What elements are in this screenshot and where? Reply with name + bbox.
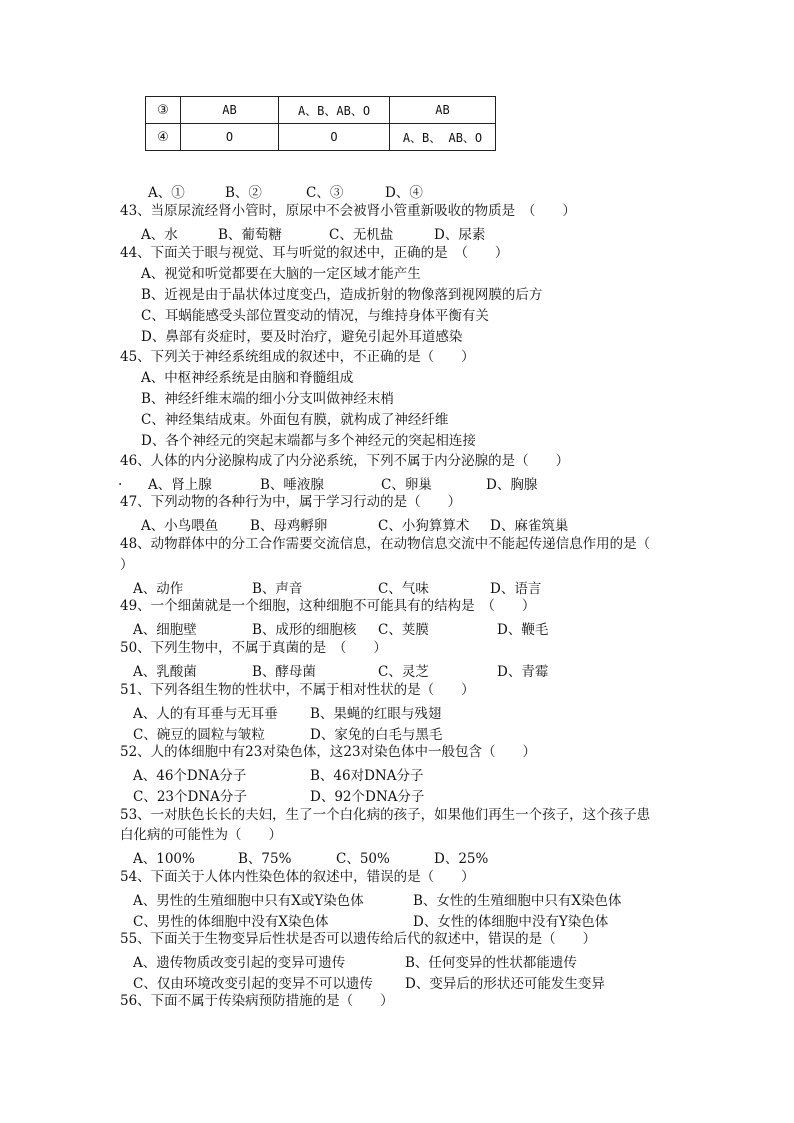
q53-option-b: B、75% (238, 851, 292, 867)
q52-option-c: C、23个DNA分子 (133, 789, 247, 805)
q53-option-a: A、100% (133, 851, 195, 867)
blood-type-table (145, 96, 496, 151)
q48-option-d: D、语言 (490, 581, 542, 597)
q45-option-d: D、各个神经元的突起末端都与多个神经元的突起相连接 (141, 433, 476, 449)
table-row (146, 124, 496, 151)
q50-stem: 50、下列生物中，不属于真菌的是 （ ） (120, 640, 387, 656)
q48-stem: 48、动物群体中的分工合作需要交流信息，在动物信息交流中不能起传递信息作用的是（ (120, 536, 651, 552)
row-number: ④ (146, 124, 181, 151)
table-cell: AB (390, 97, 496, 124)
q42-option-c: C、③ (306, 185, 344, 201)
q50-option-b: B、酵母菌 (252, 664, 316, 680)
q42-option-d: D、④ (385, 185, 423, 201)
q51-option-c: C、碗豆的圆粒与皱粒 (133, 727, 265, 743)
q46-option-d: D、胸腺 (486, 477, 538, 493)
q43-option-d: D、尿素 (434, 227, 486, 243)
q49-option-c: C、荚膜 (378, 622, 429, 638)
q54-stem: 54、下面关于人体内性染色体的叙述中，错误的是（ ） (120, 869, 475, 885)
q49-stem: 49、一个细菌就是一个细胞，这种细胞不可能具有的结构是 （ ） (120, 598, 536, 614)
q44-stem: 44、下面关于眼与视觉、耳与听觉的叙述中，正确的是 （ ） (120, 245, 509, 261)
q43-option-b: B、葡萄糖 (218, 227, 282, 243)
q48-option-b: B、声音 (252, 581, 303, 597)
q53-stem: 53、一对肤色长长的夫妇，生了一个白化病的孩子，如果他们再生一个孩子，这个孩子患 (120, 807, 651, 823)
q43-option-a: A、水 (141, 227, 178, 243)
q48-option-c: C、气味 (378, 581, 429, 597)
q53-option-d: D、25% (434, 851, 489, 867)
table-row (146, 97, 496, 124)
q44-option-a: A、视觉和听觉都要在大脑的一定区域才能产生 (141, 266, 421, 282)
q50-option-d: D、青霉 (497, 664, 549, 680)
q47-stem: 47、下列动物的各种行为中，属于学习行动的是（ ） (120, 494, 462, 510)
q46-option-c: C、卵巢 (381, 477, 432, 493)
row-number: ③ (146, 97, 181, 124)
q44-option-d: D、鼻部有炎症时，要及时治疗，避免引起外耳道感染 (141, 329, 463, 345)
table-cell: AB (181, 97, 279, 124)
q46-option-b: B、唾液腺 (260, 477, 324, 493)
q46-stem: 46、人体的内分泌腺构成了内分泌系统，下列不属于内分泌腺的是（ ） (120, 453, 570, 469)
q50-option-a: A、乳酸菌 (133, 664, 197, 680)
q47-option-b: B、母鸡孵卵 (250, 518, 328, 534)
q49-option-d: D、鞭毛 (497, 622, 549, 638)
q55-option-d: D、变异后的形状还可能发生变异 (405, 976, 605, 992)
q52-option-a: A、46个DNA分子 (133, 768, 247, 784)
q55-option-a: A、遗传物质改变引起的变异可遗传 (133, 955, 346, 971)
q55-stem: 55、下面关于生物变异后性状是否可以遗传给后代的叙述中，错误的是（ ） (120, 931, 597, 947)
q46-option-a: A、肾上腺 (148, 477, 212, 493)
table-cell: O (181, 124, 279, 151)
q44-option-c: C、耳蜗能感受头部位置变动的情况，与维持身体平衡有关 (141, 308, 489, 324)
q48-option-a: A、动作 (133, 581, 184, 597)
q46-prefix-dot: . (118, 473, 123, 489)
q54-option-b: B、女性的生殖细胞中只有X染色体 (413, 893, 622, 909)
q51-option-d: D、家兔的白毛与黑毛 (310, 727, 443, 743)
q47-option-c: C、小狗算算术 (378, 518, 470, 534)
q53-stem-cont: 白化病的可能性为（ ） (120, 827, 282, 843)
q47-option-d: D、麻雀筑巢 (490, 518, 569, 534)
q49-option-b: B、成形的细胞核 (252, 622, 357, 638)
q43-option-c: C、无机盐 (329, 227, 394, 243)
q53-option-c: C、50% (336, 851, 390, 867)
q54-option-d: D、女性的体细胞中没有Y染色体 (413, 914, 609, 930)
q47-option-a: A、小鸟喂鱼 (141, 518, 219, 534)
q50-option-c: C、灵芝 (378, 664, 429, 680)
q51-stem: 51、下列各组生物的性状中，不属于相对性状的是（ ） (120, 682, 475, 698)
table-cell: A、B、AB、O (279, 97, 390, 124)
q44-option-b: B、近视是由于晶状体过度变凸，造成折射的物像落到视网膜的后方 (141, 287, 543, 303)
q55-option-b: B、任何变异的性状都能遗传 (405, 955, 577, 971)
q45-option-c: C、神经集结成束。外面包有膜，就构成了神经纤维 (141, 412, 449, 428)
q45-option-b: B、神经纤维末端的细小分支叫做神经末梢 (141, 391, 394, 407)
q51-option-b: B、果蝇的红眼与残翅 (310, 706, 442, 722)
q43-stem: 43、当原尿流经肾小管时，原尿中不会被肾小管重新吸收的物质是 （ ） (120, 203, 576, 219)
q45-option-a: A、中枢神经系统是由脑和脊髓组成 (141, 370, 354, 386)
q52-option-b: B、46对DNA分子 (310, 768, 424, 784)
q56-stem: 56、下面不属于传染病预防措施的是（ ） (120, 993, 394, 1009)
q52-stem: 52、人的体细胞中有23对染色体，这23对染色体中一般包含（ ） (120, 744, 537, 760)
q42-option-b: B、② (225, 185, 262, 201)
q45-stem: 45、下列关于神经系统组成的叙述中，不正确的是（ ） (120, 349, 475, 365)
q42-option-a: A、① (148, 185, 185, 201)
q48-stem-cont: ） (120, 557, 134, 573)
q51-option-a: A、人的有耳垂与无耳垂 (133, 706, 278, 722)
q49-option-a: A、细胞壁 (133, 622, 197, 638)
q54-option-a: A、男性的生殖细胞中只有X或Y染色体 (133, 893, 364, 909)
table-cell: O (279, 124, 390, 151)
q52-option-d: D、92个DNA分子 (310, 789, 425, 805)
q55-option-c: C、仅由环境改变引起的变异不可以遗传 (133, 976, 373, 992)
table-cell: A、B、 AB、O (390, 124, 496, 151)
q54-option-c: C、男性的体细胞中没有X染色体 (133, 914, 329, 930)
